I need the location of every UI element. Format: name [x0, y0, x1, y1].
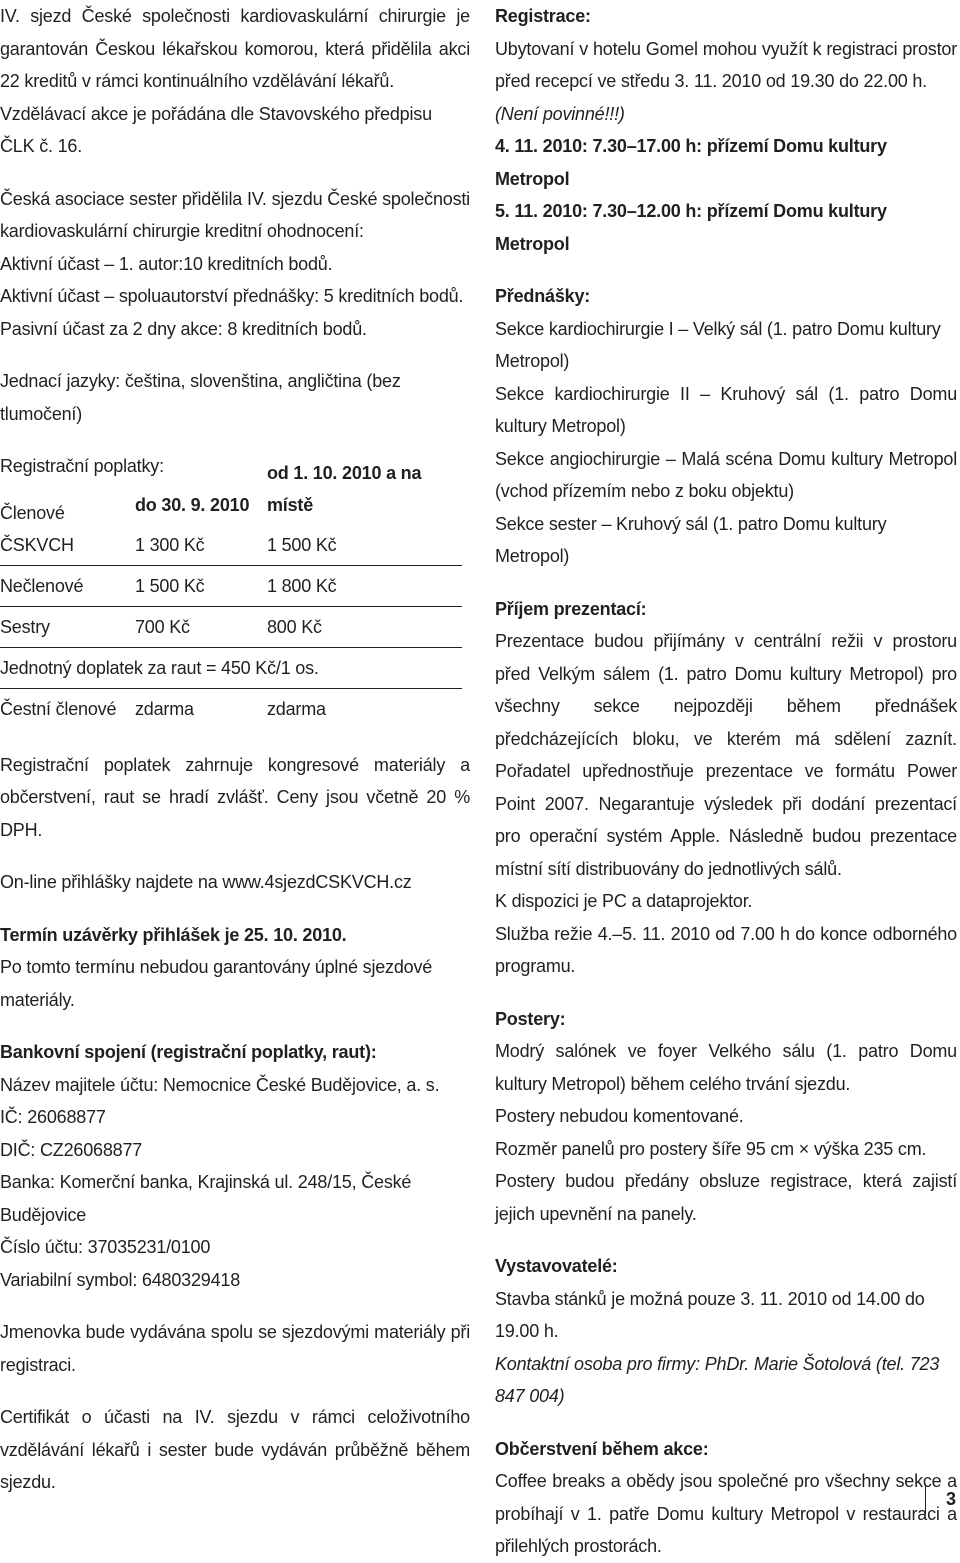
bank-line: Variabilní symbol: 6480329418: [0, 1269, 241, 1290]
credit-line-3: Pasivní účast za 2 dny akce: 8 kreditních bodů.: [0, 318, 367, 339]
bank-line: Číslo účtu: 37035231/0100: [0, 1237, 211, 1257]
exhibitors-contact: Kontaktní osoba pro firmy: PhDr. Marie Šotolová (tel. 723 847 004): [495, 1353, 940, 1406]
lecture-section: Sekce kardiochirurgie I – Velký sál (1. patro Domu kultury Metropol): [495, 318, 941, 371]
exhibitors-title: Vystavovatelé:: [495, 1256, 618, 1276]
posters-size: Rozměr panelů pro postery šíře 95 cm × výška 235 cm.: [495, 1138, 927, 1159]
presentations-pc: K dispozici je PC a dataprojektor.: [495, 891, 753, 911]
fees-category: Členové ČSKVCH: [0, 502, 74, 555]
page-number: 3: [925, 1484, 960, 1514]
fees-early-price: 1 300 Kč: [135, 535, 205, 555]
fees-category: Nečlenové: [0, 576, 84, 596]
fees-title: Registrační poplatky:: [0, 456, 164, 476]
registration-note: (Není povinné!!!): [495, 103, 625, 124]
lectures-title: Přednášky:: [495, 286, 591, 306]
accreditation-rule: Vzdělávací akce je pořádána dle Stavovského předpisu ČLK č. 16.: [0, 103, 432, 156]
registration-title: Registrace:: [495, 6, 591, 26]
fees-category: Sestry: [0, 617, 50, 637]
refreshments-text: Coffee breaks a obědy jsou společné pro všechny sekce a probíhají v 1. patře Domu kultury Metropol v restauraci a přilehlých prostorách.: [495, 1471, 957, 1556]
bank-title: Bankovní spojení (registrační poplatky, raut):: [0, 1042, 377, 1062]
languages-text: Jednací jazyky: čeština, slovenština, angličtina (bez tlumočení): [0, 371, 401, 424]
fees-header-early: do 30. 9. 2010: [135, 495, 250, 515]
posters-title: Postery:: [495, 1008, 566, 1029]
registration-day-2: 5. 11. 2010: 7.30–12.00 h: přízemí Domu kultury Metropol: [495, 201, 887, 254]
bank-line: Název majitele účtu: Nemocnice České Budějovice, a. s.: [0, 1074, 440, 1095]
fees-late-price: zdarma: [267, 699, 326, 719]
nurses-accreditation-text: Česká asociace sester přidělila IV. sjezdu České společnosti kardiovaskulární chirurgie kreditní ohodnocení:: [0, 188, 470, 241]
deadline-text: Po tomto termínu nebudou garantovány úplné sjezdové materiály.: [0, 957, 433, 1010]
exhibitors-text: Stavba stánků je možná pouze 3. 11. 2010 od 14.00 do 19.00 h.: [495, 1288, 925, 1341]
bank-line: Banka: Komerční banka, Krajinská ul. 248/15, České Budějovice: [0, 1172, 412, 1225]
refreshments-title: Občerstvení během akce:: [495, 1438, 709, 1459]
right-column: [495, 0, 957, 1563]
posters-text: Modrý salónek ve foyer Velkého sálu (1. patro Domu kultury Metropol) během celého trvání sjezdu.: [495, 1041, 957, 1094]
fees-late-price: 1 800 Kč: [267, 576, 337, 596]
fees-late-price: 1 500 Kč: [267, 535, 337, 555]
fees-banquet-note: [0, 648, 462, 689]
badge-text: Jmenovka bude vydávána spolu se sjezdovými materiály při registraci.: [0, 1322, 470, 1375]
posters-service: Postery budou předány obsluze registrace, která zajistí jejich upevnění na panely.: [495, 1171, 957, 1224]
table-row: [0, 607, 462, 648]
certificate-text: Certifikát o účasti na IV. sjezdu v rámci celoživotního vzdělávání lékařů i sester bude vydáván průběžně během sjezdu.: [0, 1407, 470, 1492]
fees-early-price: 1 500 Kč: [135, 576, 205, 596]
presentations-service: Služba režie 4.–5. 11. 2010 od 7.00 h do konce odborného programu.: [495, 923, 957, 976]
posters-note: Postery nebudou komentované.: [495, 1106, 744, 1126]
bank-line: DIČ: CZ26068877: [0, 1139, 143, 1160]
fees-late-price: 800 Kč: [267, 617, 322, 637]
table-row: [0, 689, 462, 729]
presentations-title: Příjem prezentací:: [495, 598, 647, 619]
fees-early-price: zdarma: [135, 699, 194, 719]
table-row: [0, 566, 462, 607]
fees-header-late: od 1. 10. 2010 a na místě: [267, 462, 422, 515]
bank-line: IČ: 26068877: [0, 1107, 106, 1127]
left-column: [0, 0, 470, 1499]
accreditation-text: IV. sjezd České společnosti kardiovaskulární chirurgie je garantován Českou lékařskou komorou, která přidělila akci 22 kreditů v rámci kontinuálního vzdělávání lékařů.: [0, 6, 470, 91]
registration-text: Ubytovaní v hotelu Gomel mohou využít k registraci prostor před recepcí ve středu 3. 11. 2010 od 19.30 do 22.00 h.: [495, 38, 957, 91]
fees-early-price: 700 Kč: [135, 617, 190, 637]
lecture-section: Sekce kardiochirurgie II – Kruhový sál (1. patro Domu kultury Metropol): [495, 383, 957, 436]
credit-line-2: Aktivní účast – spoluautorství přednášky: 5 kreditních bodů.: [0, 286, 464, 306]
online-registration-text: On-line přihlášky najdete na www.4sjezdCSKVCH.cz: [0, 872, 412, 892]
credit-line-1: Aktivní účast – 1. autor:10 kreditních bodů.: [0, 253, 333, 274]
fees-note-text: Jednotný doplatek za raut = 450 Kč/1 os.: [0, 658, 319, 678]
fees-info-text: Registrační poplatek zahrnuje kongresové materiály a občerstvení, raut se hradí zvlášť. Ceny jsou včetně 20 % DPH.: [0, 754, 470, 840]
lecture-section: Sekce angiochirurgie – Malá scéna Domu kultury Metropol (vchod přízemím nebo z boku objektu): [495, 448, 957, 501]
deadline-title: Termín uzávěrky přihlášek je 25. 10. 2010.: [0, 924, 347, 945]
lecture-section: Sekce sester – Kruhový sál (1. patro Domu kultury Metropol): [495, 513, 887, 566]
registration-day-1: 4. 11. 2010: 7.30–17.00 h: přízemí Domu kultury Metropol: [495, 136, 887, 189]
presentations-text: Prezentace budou přijímány v centrální režii v prostoru před Velkým sálem (1. patro Domu kultury Metropol) pro všechny sekce nejpozději během přednášek předcházejících bloku, ve kterém má sdělení zaznít. Pořadatel upřednostňuje prezentace ve formátu Power Point 2007. Negarantuje výsledek při dodání prezentací pro operační systém Apple. Následně budou prezentace místní sítí distribuovány do jednotlivých sálů.: [495, 631, 957, 879]
fees-category: Čestní členové: [0, 699, 117, 719]
